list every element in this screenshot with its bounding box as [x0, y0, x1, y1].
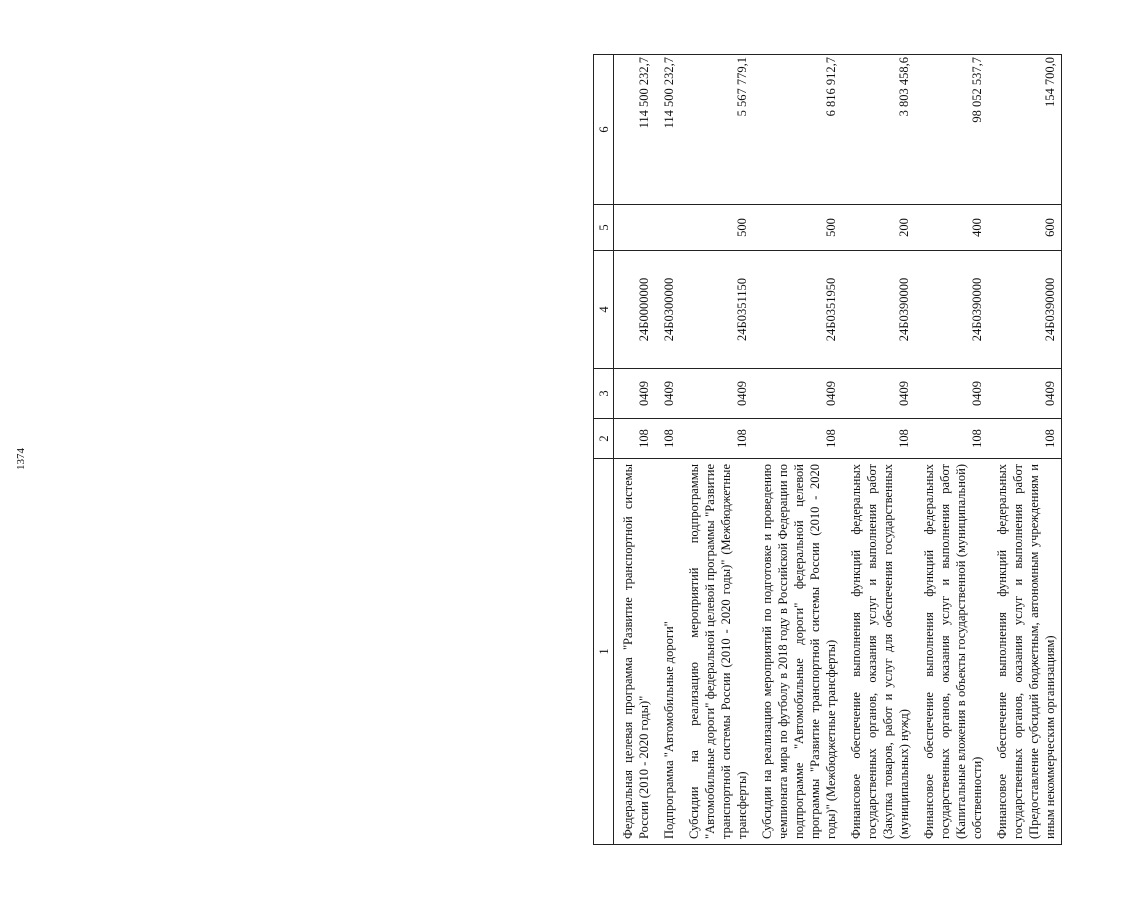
- row-section-code: 0409: [842, 369, 915, 419]
- row-target-code: 24Б0390000: [842, 251, 915, 369]
- row-amount: 98 052 537,7: [915, 55, 988, 205]
- table-row: [842, 55, 915, 845]
- column-header: 1: [594, 459, 614, 845]
- column-header: 6: [594, 55, 614, 205]
- row-name: Субсидии на реализацию мероприятий по подготовке и проведению чемпионата мира по футболу в 2018 году в Российской Федерации по подпрограмме "Автомобильные дороги" федеральной целевой программы "Развитие транспортной системы России (2010 - 2020 годы)" (Межбюджетные трансферты): [753, 459, 842, 845]
- row-ministry-code: 108: [614, 419, 656, 459]
- row-target-code: 24Б0390000: [988, 251, 1062, 369]
- row-target-code: 24Б0351150: [680, 251, 753, 369]
- row-amount: 114 500 232,7: [655, 55, 680, 205]
- row-expense-type: [655, 205, 680, 251]
- page-number: 1374: [15, 448, 27, 470]
- row-expense-type: 400: [915, 205, 988, 251]
- table-row: [655, 55, 680, 845]
- row-expense-type: 500: [753, 205, 842, 251]
- column-header: 2: [594, 419, 614, 459]
- row-name: Федеральная целевая программа "Развитие транспортной системы России (2010 - 2020 годы)": [614, 459, 656, 845]
- table-row: [614, 55, 656, 845]
- row-ministry-code: 108: [988, 419, 1062, 459]
- row-ministry-code: 108: [915, 419, 988, 459]
- row-section-code: 0409: [753, 369, 842, 419]
- row-ministry-code: 108: [680, 419, 753, 459]
- row-target-code: 24Б0351950: [753, 251, 842, 369]
- row-ministry-code: 108: [842, 419, 915, 459]
- row-section-code: 0409: [655, 369, 680, 419]
- row-expense-type: 500: [680, 205, 753, 251]
- row-name: Субсидии на реализацию мероприятий подпрограммы "Автомобильные дороги" федеральной целевой программы "Развитие транспортной системы России (2010 - 2020 годы)" (Межбюджетные трансферты): [680, 459, 753, 845]
- row-ministry-code: 108: [655, 419, 680, 459]
- table-row: [915, 55, 988, 845]
- row-expense-type: 200: [842, 205, 915, 251]
- row-amount: 5 567 779,1: [680, 55, 753, 205]
- table-header-row: [594, 55, 614, 845]
- row-section-code: 0409: [680, 369, 753, 419]
- budget-table: [593, 54, 1062, 845]
- row-target-code: 24Б0300000: [655, 251, 680, 369]
- row-ministry-code: 108: [753, 419, 842, 459]
- row-section-code: 0409: [614, 369, 656, 419]
- row-expense-type: 600: [988, 205, 1062, 251]
- row-section-code: 0409: [915, 369, 988, 419]
- row-target-code: 24Б0390000: [915, 251, 988, 369]
- column-header: 3: [594, 369, 614, 419]
- row-name: Финансовое обеспечение выполнения функций федеральных государственных органов, оказания услуг и выполнения работ (Закупка товаров, работ и услуг для обеспечения государственных (муниципальных) нужд): [842, 459, 915, 845]
- table-row: [680, 55, 753, 845]
- row-amount: 154 700,0: [988, 55, 1062, 205]
- column-header: 4: [594, 251, 614, 369]
- table-row: [988, 55, 1062, 845]
- row-section-code: 0409: [988, 369, 1062, 419]
- row-name: Финансовое обеспечение выполнения функций федеральных государственных органов, оказания услуг и выполнения работ (Предоставление субсидий бюджетным, автономным учреждениям и иным некоммерческим организациям): [988, 459, 1062, 845]
- row-name: Подпрограмма "Автомобильные дороги": [655, 459, 680, 845]
- row-amount: 3 803 458,6: [842, 55, 915, 205]
- row-amount: 114 500 232,7: [614, 55, 656, 205]
- column-header: 5: [594, 205, 614, 251]
- row-target-code: 24Б0000000: [614, 251, 656, 369]
- row-name: Финансовое обеспечение выполнения функций федеральных государственных органов, оказания услуг и выполнения работ (Капитальные вложения в объекты государственной (муниципальной) собственности): [915, 459, 988, 845]
- table-row: [753, 55, 842, 845]
- rotated-page-content: [593, 55, 1133, 845]
- row-expense-type: [614, 205, 656, 251]
- row-amount: 6 816 912,7: [753, 55, 842, 205]
